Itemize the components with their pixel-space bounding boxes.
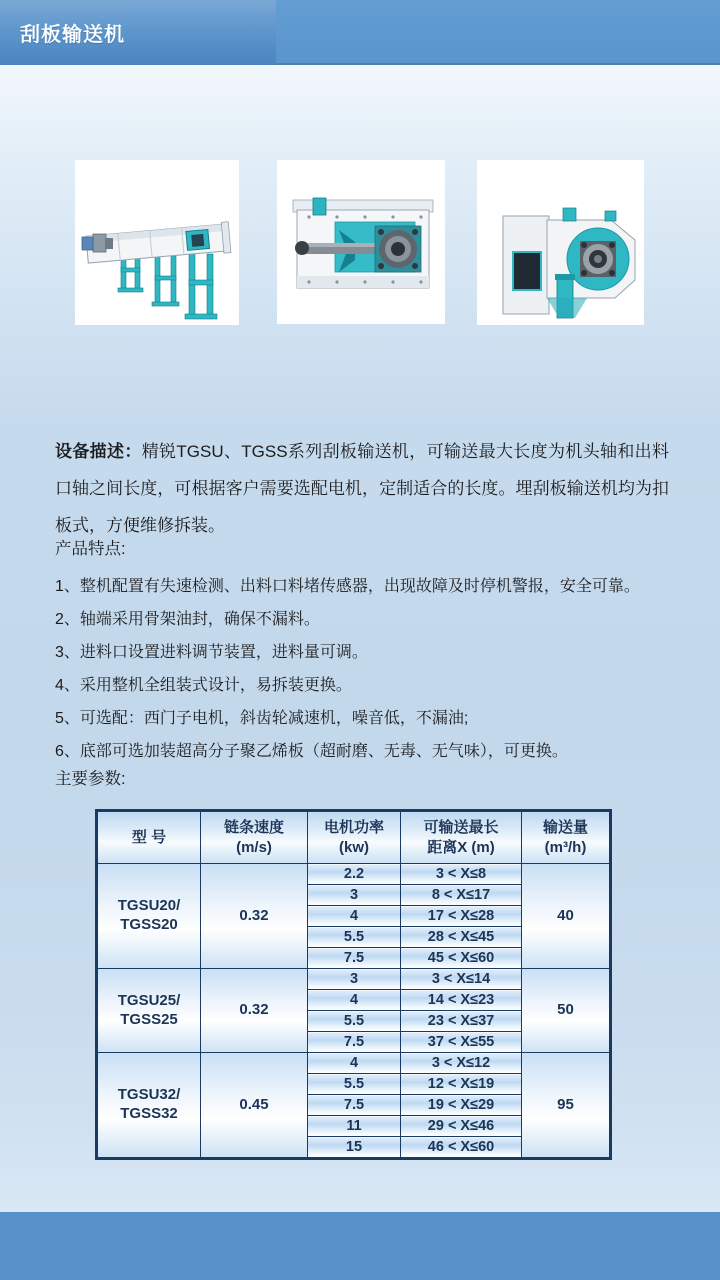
table-row (97, 864, 611, 885)
page-title: 刮板输送机 (20, 24, 125, 46)
chain-speed-cell: 0.45 (201, 1053, 308, 1159)
header-bar (0, 0, 720, 65)
table-row (97, 1053, 611, 1074)
power-cell: 4 (308, 906, 401, 927)
distance-cell: 45 < X≤60 (401, 948, 522, 969)
power-cell: 7.5 (308, 1032, 401, 1053)
conveyor-overview-illustration (75, 160, 239, 325)
conveyor-head-discharge-image (477, 160, 644, 325)
product-features (55, 534, 675, 768)
power-cell: 3 (308, 885, 401, 906)
conveyor-overview-image (75, 160, 239, 325)
features-list (55, 570, 675, 768)
power-cell: 4 (308, 1053, 401, 1074)
column-header: 型 号 (97, 811, 201, 864)
table-row (97, 969, 611, 990)
power-cell: 7.5 (308, 948, 401, 969)
capacity-cell: 40 (522, 864, 611, 969)
power-cell: 5.5 (308, 927, 401, 948)
feature-item: 5、可选配：西门子电机，斜齿轮减速机，噪音低，不漏油; (55, 710, 469, 727)
distance-cell: 8 < X≤17 (401, 885, 522, 906)
column-header: 链条速度 (m/s) (201, 811, 308, 864)
capacity-cell: 50 (522, 969, 611, 1053)
features-heading: 产品特点: (55, 540, 126, 558)
power-cell: 2.2 (308, 864, 401, 885)
header-title-segment (0, 0, 276, 65)
description-text: 精锐TGSU、TGSS系列刮板输送机，可输送最大长度为机头轴和出料口轴之间长度，可根据客户需要选配电机，定制适合的长度。埋刮板输送机均为扣板式，方便维修拆装。 (55, 442, 670, 535)
chain-speed-cell: 0.32 (201, 864, 308, 969)
model-cell: TGSU20/ TGSS20 (97, 864, 201, 969)
feature-item: 3、进料口设置进料调节装置，进料量可调。 (55, 644, 368, 661)
conveyor-tail-illustration (277, 160, 445, 324)
power-cell: 4 (308, 990, 401, 1011)
power-cell: 7.5 (308, 1095, 401, 1116)
model-cell: TGSU25/ TGSS25 (97, 969, 201, 1053)
conveyor-tail-bearing-image (277, 160, 445, 324)
model-cell: TGSU32/ TGSS32 (97, 1053, 201, 1159)
capacity-cell: 95 (522, 1053, 611, 1159)
column-header: 输送量 (m³/h) (522, 811, 611, 864)
footer-bar (0, 1212, 720, 1280)
feature-item: 4、采用整机全组装式设计，易拆装更换。 (55, 677, 352, 694)
distance-cell: 3 < X≤12 (401, 1053, 522, 1074)
column-header: 可输送最长 距离X (m) (401, 811, 522, 864)
distance-cell: 3 < X≤14 (401, 969, 522, 990)
parameters-table-body (97, 864, 611, 1159)
distance-cell: 23 < X≤37 (401, 1011, 522, 1032)
chain-speed-cell: 0.32 (201, 969, 308, 1053)
feature-item: 1、整机配置有失速检测、出料口料堵传感器，出现故障及时停机警报，安全可靠。 (55, 578, 640, 595)
distance-cell: 29 < X≤46 (401, 1116, 522, 1137)
parameters-heading: 主要参数: (55, 770, 126, 788)
power-cell: 5.5 (308, 1011, 401, 1032)
distance-cell: 19 < X≤29 (401, 1095, 522, 1116)
power-cell: 15 (308, 1137, 401, 1159)
power-cell: 5.5 (308, 1074, 401, 1095)
parameters-table-header (97, 811, 611, 864)
conveyor-head-illustration (477, 160, 644, 325)
feature-item: 6、底部可选加装超高分子聚乙烯板（超耐磨、无毒、无气味），可更换。 (55, 743, 568, 760)
distance-cell: 12 < X≤19 (401, 1074, 522, 1095)
description-label: 设备描述： (55, 442, 142, 461)
table-header-row (97, 811, 611, 864)
distance-cell: 28 < X≤45 (401, 927, 522, 948)
power-cell: 11 (308, 1116, 401, 1137)
device-description (55, 433, 669, 544)
distance-cell: 46 < X≤60 (401, 1137, 522, 1159)
distance-cell: 17 < X≤28 (401, 906, 522, 927)
header-right-segment (276, 0, 720, 65)
power-cell: 3 (308, 969, 401, 990)
distance-cell: 3 < X≤8 (401, 864, 522, 885)
parameters-table (95, 809, 612, 1160)
column-header: 电机功率 (kw) (308, 811, 401, 864)
feature-item: 2、轴端采用骨架油封，确保不漏料。 (55, 611, 320, 628)
distance-cell: 37 < X≤55 (401, 1032, 522, 1053)
distance-cell: 14 < X≤23 (401, 990, 522, 1011)
